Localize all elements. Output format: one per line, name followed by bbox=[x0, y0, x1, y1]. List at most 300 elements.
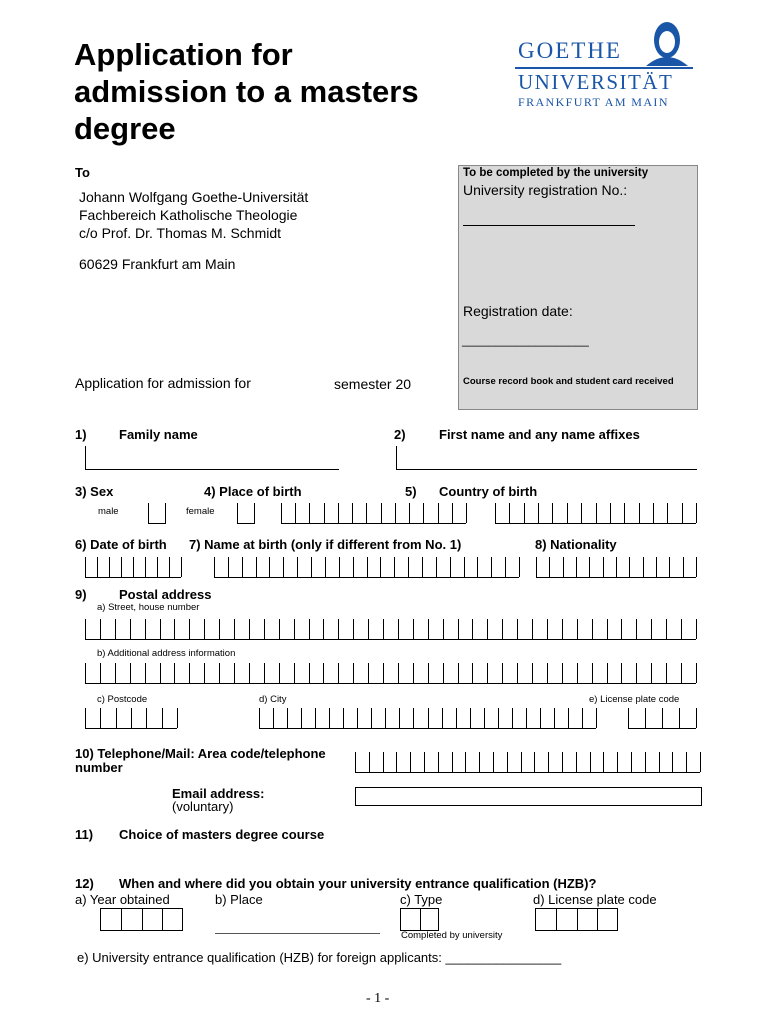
logo-line-city: FRANKFURT AM MAIN bbox=[518, 95, 669, 109]
comb-divider bbox=[596, 503, 597, 523]
comb-divider bbox=[532, 663, 533, 683]
comb-divider bbox=[228, 557, 229, 577]
logo-rule bbox=[515, 67, 693, 69]
comb-divider bbox=[645, 752, 646, 772]
comb-divider bbox=[696, 708, 697, 728]
comb-divider bbox=[343, 708, 344, 728]
first-name-label: First name and any name affixes bbox=[439, 427, 640, 442]
comb-divider bbox=[315, 708, 316, 728]
comb-divider bbox=[456, 708, 457, 728]
comb-divider bbox=[219, 619, 220, 639]
comb-divider bbox=[651, 663, 652, 683]
additional-address-label: b) Additional address information bbox=[97, 648, 236, 659]
comb-divider bbox=[174, 663, 175, 683]
email-note: (voluntary) bbox=[172, 799, 234, 814]
comb-divider bbox=[582, 708, 583, 728]
comb-divider bbox=[576, 557, 577, 577]
comb-divider bbox=[562, 619, 563, 639]
comb-divider bbox=[576, 752, 577, 772]
comb-divider bbox=[667, 503, 668, 523]
comb-divider bbox=[512, 708, 513, 728]
comb-divider bbox=[656, 557, 657, 577]
comb-divider bbox=[538, 503, 539, 523]
comb-divider bbox=[479, 752, 480, 772]
comb-divider bbox=[234, 619, 235, 639]
comb-divider bbox=[438, 503, 439, 523]
comb-divider bbox=[383, 752, 384, 772]
comb-divider bbox=[162, 909, 163, 930]
comb-divider bbox=[610, 503, 611, 523]
title-line-2: admission to a masters bbox=[74, 74, 419, 109]
comb-divider bbox=[219, 663, 220, 683]
comb-divider bbox=[636, 619, 637, 639]
comb-divider bbox=[189, 663, 190, 683]
comb-divider bbox=[621, 619, 622, 639]
comb-divider bbox=[521, 752, 522, 772]
comb-divider bbox=[443, 663, 444, 683]
comb-divider bbox=[294, 619, 295, 639]
comb-divider bbox=[366, 503, 367, 523]
comb-divider bbox=[242, 557, 243, 577]
female-label: female bbox=[186, 506, 215, 517]
comb-divider bbox=[428, 708, 429, 728]
comb-divider bbox=[311, 557, 312, 577]
semester-label: semester 20 bbox=[334, 376, 412, 392]
comb-divider bbox=[85, 708, 86, 728]
degree-course-label: Choice of masters degree course bbox=[119, 827, 325, 842]
comb-divider bbox=[369, 752, 370, 772]
comb-divider bbox=[686, 752, 687, 772]
comb-divider bbox=[413, 663, 414, 683]
address-line-2: Fachbereich Katholische Theologie bbox=[79, 207, 298, 223]
male-label: male bbox=[98, 506, 119, 517]
comb-divider bbox=[590, 752, 591, 772]
comb-divider bbox=[662, 708, 663, 728]
family-name-field[interactable] bbox=[85, 446, 339, 470]
year-obtained-field[interactable] bbox=[100, 908, 183, 931]
f2-number: 2) bbox=[394, 427, 406, 442]
comb-divider bbox=[592, 619, 593, 639]
comb-divider bbox=[189, 619, 190, 639]
comb-divider bbox=[133, 557, 134, 577]
comb-divider bbox=[395, 503, 396, 523]
comb-divider bbox=[323, 663, 324, 683]
comb-divider bbox=[645, 708, 646, 728]
comb-divider bbox=[295, 503, 296, 523]
comb-divider bbox=[279, 663, 280, 683]
address-city: 60629 Frankfurt am Main bbox=[79, 256, 236, 272]
comb-divider bbox=[85, 663, 86, 683]
reg-no-label: University registration No.: bbox=[463, 182, 628, 198]
comb-divider bbox=[264, 663, 265, 683]
comb-divider bbox=[413, 619, 414, 639]
comb-divider bbox=[487, 663, 488, 683]
comb-divider bbox=[696, 663, 697, 683]
comb-divider bbox=[643, 557, 644, 577]
comb-divider bbox=[607, 663, 608, 683]
comb-divider bbox=[524, 503, 525, 523]
comb-divider bbox=[352, 503, 353, 523]
comb-divider bbox=[413, 708, 414, 728]
comb-divider bbox=[380, 557, 381, 577]
comb-divider bbox=[367, 557, 368, 577]
title-line-1: Application for bbox=[74, 37, 293, 72]
hzb-license-plate-label: d) License plate code bbox=[533, 892, 657, 907]
comb-divider bbox=[563, 557, 564, 577]
comb-divider bbox=[502, 619, 503, 639]
comb-divider bbox=[616, 557, 617, 577]
comb-divider bbox=[398, 663, 399, 683]
comb-divider bbox=[368, 619, 369, 639]
comb-divider bbox=[679, 708, 680, 728]
comb-divider bbox=[323, 619, 324, 639]
comb-divider bbox=[536, 557, 537, 577]
comb-divider bbox=[472, 663, 473, 683]
comb-divider bbox=[624, 503, 625, 523]
first-name-field[interactable] bbox=[396, 446, 697, 470]
comb-divider bbox=[324, 503, 325, 523]
comb-divider bbox=[396, 752, 397, 772]
comb-divider bbox=[696, 557, 697, 577]
comb-divider bbox=[621, 663, 622, 683]
comb-divider bbox=[353, 663, 354, 683]
comb-divider bbox=[181, 557, 182, 577]
university-use-box bbox=[458, 165, 698, 410]
comb-divider bbox=[283, 557, 284, 577]
comb-divider bbox=[142, 909, 143, 930]
comb-divider bbox=[631, 752, 632, 772]
telephone-label: 10) Telephone/Mail: Area code/telephone bbox=[75, 746, 326, 761]
comb-divider bbox=[145, 557, 146, 577]
comb-divider bbox=[174, 619, 175, 639]
comb-divider bbox=[493, 752, 494, 772]
title-line-3: degree bbox=[74, 111, 176, 146]
comb-divider bbox=[552, 503, 553, 523]
comb-divider bbox=[177, 708, 178, 728]
comb-divider bbox=[509, 503, 510, 523]
comb-divider bbox=[629, 557, 630, 577]
comb-divider bbox=[436, 557, 437, 577]
comb-divider bbox=[100, 708, 101, 728]
comb-divider bbox=[130, 663, 131, 683]
address-line-1: Johann Wolfgang Goethe-Universität bbox=[79, 189, 309, 205]
comb-divider bbox=[383, 619, 384, 639]
date-of-birth-label: 6) Date of birth bbox=[75, 537, 167, 552]
comb-divider bbox=[548, 752, 549, 772]
license-plate-label: e) License plate code bbox=[589, 694, 680, 705]
comb-divider bbox=[269, 557, 270, 577]
comb-divider bbox=[399, 708, 400, 728]
f5-number: 5) bbox=[405, 484, 417, 499]
comb-divider bbox=[385, 708, 386, 728]
comb-divider bbox=[696, 503, 697, 523]
comb-divider bbox=[519, 557, 520, 577]
comb-divider bbox=[420, 909, 421, 930]
postal-address-label: Postal address bbox=[119, 587, 212, 602]
comb-divider bbox=[85, 619, 86, 639]
completed-by-label: Completed by university bbox=[401, 930, 503, 941]
comb-divider bbox=[301, 708, 302, 728]
male-checkbox[interactable] bbox=[148, 503, 166, 524]
comb-divider bbox=[554, 708, 555, 728]
comb-divider bbox=[273, 708, 274, 728]
comb-divider bbox=[160, 619, 161, 639]
comb-divider bbox=[309, 503, 310, 523]
comb-divider bbox=[577, 909, 578, 930]
place-label: b) Place bbox=[215, 892, 263, 907]
hzb-license-plate-field[interactable] bbox=[535, 908, 618, 931]
comb-divider bbox=[556, 909, 557, 930]
comb-divider bbox=[472, 619, 473, 639]
comb-divider bbox=[353, 557, 354, 577]
comb-divider bbox=[470, 708, 471, 728]
hzb-label: When and where did you obtain your university entrance qualification (HZB)? bbox=[119, 876, 597, 891]
comb-divider bbox=[259, 708, 260, 728]
comb-divider bbox=[383, 663, 384, 683]
comb-divider bbox=[487, 619, 488, 639]
comb-divider bbox=[97, 557, 98, 577]
place-of-birth-field[interactable] bbox=[281, 503, 466, 524]
reg-no-line[interactable] bbox=[463, 225, 635, 226]
comb-divider bbox=[617, 752, 618, 772]
comb-divider bbox=[264, 619, 265, 639]
comb-divider bbox=[408, 557, 409, 577]
telephone-field[interactable] bbox=[355, 752, 700, 773]
foreign-hzb-label[interactable]: e) University entrance qualification (HZB) for foreign applicants: ________________ bbox=[77, 950, 562, 965]
comb-divider bbox=[540, 708, 541, 728]
postcode-label: c) Postcode bbox=[97, 694, 148, 705]
comb-divider bbox=[681, 619, 682, 639]
comb-divider bbox=[597, 909, 598, 930]
comb-divider bbox=[116, 708, 117, 728]
university-box-header: To be completed by the university bbox=[463, 167, 649, 179]
street-field[interactable] bbox=[85, 619, 696, 640]
comb-divider bbox=[121, 557, 122, 577]
comb-divider bbox=[145, 663, 146, 683]
comb-divider bbox=[371, 708, 372, 728]
comb-divider bbox=[577, 619, 578, 639]
comb-divider bbox=[424, 752, 425, 772]
comb-divider bbox=[517, 619, 518, 639]
comb-divider bbox=[338, 663, 339, 683]
comb-divider bbox=[547, 619, 548, 639]
comb-divider bbox=[495, 503, 496, 523]
comb-divider bbox=[145, 619, 146, 639]
telephone-label-cont: number bbox=[75, 760, 123, 775]
comb-divider bbox=[682, 503, 683, 523]
email-label: Email address: bbox=[172, 786, 265, 801]
comb-divider bbox=[353, 619, 354, 639]
comb-divider bbox=[700, 752, 701, 772]
comb-divider bbox=[121, 909, 122, 930]
comb-divider bbox=[452, 752, 453, 772]
comb-divider bbox=[562, 752, 563, 772]
comb-divider bbox=[234, 663, 235, 683]
comb-divider bbox=[592, 663, 593, 683]
comb-divider bbox=[100, 619, 101, 639]
comb-divider bbox=[381, 503, 382, 523]
comb-divider bbox=[357, 708, 358, 728]
comb-divider bbox=[309, 663, 310, 683]
comb-divider bbox=[85, 557, 86, 577]
comb-divider bbox=[214, 557, 215, 577]
comb-divider bbox=[160, 663, 161, 683]
comb-divider bbox=[466, 503, 467, 523]
comb-divider bbox=[458, 619, 459, 639]
comb-divider bbox=[438, 752, 439, 772]
logo-line-universitaet: UNIVERSITÄT bbox=[518, 70, 674, 94]
comb-divider bbox=[409, 503, 410, 523]
street-label: a) Street, house number bbox=[97, 602, 200, 613]
comb-divider bbox=[410, 752, 411, 772]
comb-divider bbox=[279, 619, 280, 639]
comb-divider bbox=[325, 557, 326, 577]
comb-divider bbox=[398, 619, 399, 639]
license-plate-field[interactable] bbox=[628, 708, 696, 729]
nationality-field[interactable] bbox=[536, 557, 696, 578]
type-label: c) Type bbox=[400, 892, 443, 907]
comb-divider bbox=[294, 663, 295, 683]
comb-divider bbox=[659, 752, 660, 772]
comb-divider bbox=[639, 503, 640, 523]
comb-divider bbox=[249, 663, 250, 683]
date-of-birth-field[interactable] bbox=[85, 557, 181, 578]
comb-divider bbox=[683, 557, 684, 577]
comb-divider bbox=[532, 619, 533, 639]
comb-divider bbox=[651, 619, 652, 639]
female-checkbox[interactable] bbox=[237, 503, 255, 524]
comb-divider bbox=[505, 557, 506, 577]
comb-divider bbox=[603, 752, 604, 772]
comb-divider bbox=[568, 708, 569, 728]
comb-divider bbox=[115, 619, 116, 639]
reg-date-line[interactable]: ___________________ bbox=[462, 333, 589, 347]
comb-divider bbox=[452, 503, 453, 523]
comb-divider bbox=[549, 557, 550, 577]
comb-divider bbox=[596, 708, 597, 728]
postcode-field[interactable] bbox=[85, 708, 177, 729]
comb-divider bbox=[109, 557, 110, 577]
comb-divider bbox=[100, 663, 101, 683]
record-book-label: Course record book and student card received bbox=[463, 376, 674, 387]
comb-divider bbox=[355, 752, 356, 772]
application-for-label: Application for admission for bbox=[75, 375, 251, 391]
comb-divider bbox=[562, 663, 563, 683]
comb-divider bbox=[653, 503, 654, 523]
comb-divider bbox=[502, 663, 503, 683]
university-logo bbox=[515, 18, 695, 113]
comb-divider bbox=[491, 557, 492, 577]
comb-divider bbox=[297, 557, 298, 577]
comb-divider bbox=[534, 752, 535, 772]
comb-divider bbox=[338, 503, 339, 523]
country-of-birth-label: Country of birth bbox=[439, 484, 538, 499]
page-title bbox=[74, 36, 474, 147]
comb-divider bbox=[131, 708, 132, 728]
goethe-portrait-icon bbox=[642, 18, 692, 66]
f1-number: 1) bbox=[75, 427, 87, 442]
comb-divider bbox=[567, 503, 568, 523]
type-field[interactable] bbox=[400, 908, 439, 931]
comb-divider bbox=[146, 708, 147, 728]
comb-divider bbox=[368, 663, 369, 683]
comb-divider bbox=[443, 619, 444, 639]
city-field[interactable] bbox=[259, 708, 596, 729]
comb-divider bbox=[477, 557, 478, 577]
name-at-birth-label: 7) Name at birth (only if different from No. 1) bbox=[189, 537, 462, 552]
comb-divider bbox=[577, 663, 578, 683]
comb-divider bbox=[442, 708, 443, 728]
nationality-label: 8) Nationality bbox=[535, 537, 617, 552]
comb-divider bbox=[394, 557, 395, 577]
comb-divider bbox=[422, 557, 423, 577]
to-label: To bbox=[75, 165, 90, 180]
comb-divider bbox=[204, 619, 205, 639]
additional-address-field[interactable] bbox=[85, 663, 696, 684]
comb-divider bbox=[115, 663, 116, 683]
comb-divider bbox=[672, 752, 673, 772]
comb-divider bbox=[465, 752, 466, 772]
comb-divider bbox=[339, 557, 340, 577]
city-label: d) City bbox=[259, 694, 287, 705]
comb-divider bbox=[458, 663, 459, 683]
comb-divider bbox=[666, 619, 667, 639]
comb-divider bbox=[628, 708, 629, 728]
comb-divider bbox=[666, 663, 667, 683]
comb-divider bbox=[526, 708, 527, 728]
f12-number: 12) bbox=[75, 876, 94, 891]
reg-date-label: Registration date: bbox=[463, 303, 573, 319]
comb-divider bbox=[636, 663, 637, 683]
name-at-birth-field[interactable] bbox=[214, 557, 519, 578]
comb-divider bbox=[162, 708, 163, 728]
year-obtained-label: a) Year obtained bbox=[75, 892, 170, 907]
comb-divider bbox=[157, 557, 158, 577]
comb-divider bbox=[603, 557, 604, 577]
comb-divider bbox=[581, 503, 582, 523]
recipient-address bbox=[79, 188, 308, 242]
comb-divider bbox=[329, 708, 330, 728]
comb-divider bbox=[256, 557, 257, 577]
comb-divider bbox=[338, 619, 339, 639]
place-field[interactable] bbox=[215, 933, 380, 934]
comb-divider bbox=[450, 557, 451, 577]
page-number: - 1 - bbox=[366, 991, 390, 1006]
comb-divider bbox=[169, 557, 170, 577]
comb-divider bbox=[589, 557, 590, 577]
comb-divider bbox=[607, 619, 608, 639]
comb-divider bbox=[428, 619, 429, 639]
comb-divider bbox=[249, 619, 250, 639]
comb-divider bbox=[428, 663, 429, 683]
country-of-birth-field[interactable] bbox=[495, 503, 696, 524]
place-of-birth-label: 4) Place of birth bbox=[204, 484, 302, 499]
comb-divider bbox=[464, 557, 465, 577]
comb-divider bbox=[287, 708, 288, 728]
f11-number: 11) bbox=[75, 827, 94, 842]
email-field[interactable] bbox=[355, 787, 702, 806]
comb-divider bbox=[681, 663, 682, 683]
logo-line-goethe: GOETHE bbox=[518, 38, 622, 63]
comb-divider bbox=[507, 752, 508, 772]
comb-divider bbox=[204, 663, 205, 683]
address-line-3: c/o Prof. Dr. Thomas M. Schmidt bbox=[79, 225, 282, 241]
comb-divider bbox=[669, 557, 670, 577]
comb-divider bbox=[423, 503, 424, 523]
comb-divider bbox=[484, 708, 485, 728]
comb-divider bbox=[309, 619, 310, 639]
comb-divider bbox=[281, 503, 282, 523]
